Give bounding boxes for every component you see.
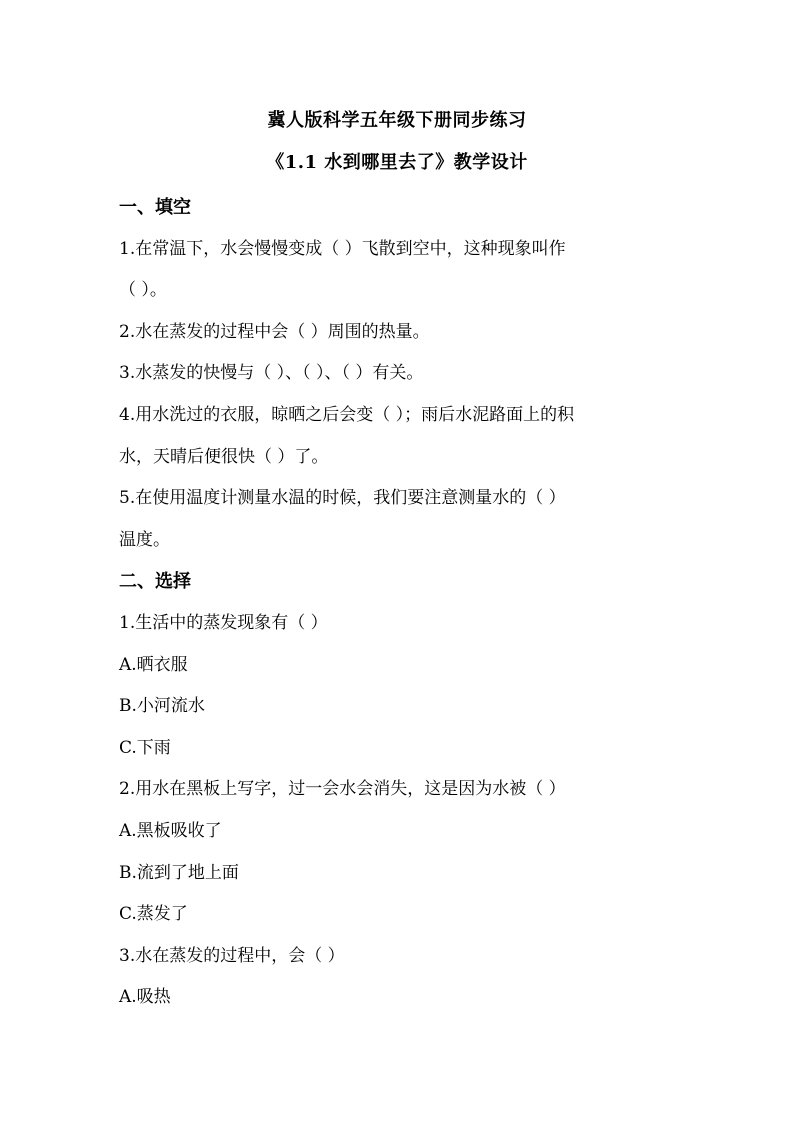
question-line: 1.生活中的蒸发现象有（ ） xyxy=(119,612,328,633)
question-line: 3.水蒸发的快慢与（ ）、（ ）、（ ）有关。 xyxy=(119,363,424,384)
question-line: 2.用水在黑板上写字，过一会水会消失，这是因为水被（ ） xyxy=(119,779,566,800)
document-title: 冀人版科学五年级下册同步练习 xyxy=(267,110,527,131)
option-line: A.黑板吸收了 xyxy=(119,820,222,841)
question-line: 3.水在蒸发的过程中，会（ ） xyxy=(119,945,345,966)
question-line: 4.用水洗过的衣服，晾晒之后会变（ ）；雨后水泥路面上的积 xyxy=(119,404,575,425)
question-line: 2.水在蒸发的过程中会（ ）周围的热量。 xyxy=(119,321,430,342)
question-line: 水，天晴后便很快（ ）了。 xyxy=(119,446,329,467)
option-line: C.下雨 xyxy=(119,737,171,758)
question-line: 温度。 xyxy=(119,529,170,550)
section-heading-fill-in: 一、填空 xyxy=(119,197,191,218)
option-line: C.蒸发了 xyxy=(119,904,188,925)
question-line: 1.在常温下，水会慢慢变成（ ）飞散到空中，这种现象叫作 xyxy=(119,238,566,259)
document-body xyxy=(119,187,679,1019)
option-line: A.吸热 xyxy=(119,987,171,1008)
option-line: B.小河流水 xyxy=(119,696,205,717)
option-line: A.晒衣服 xyxy=(119,654,188,675)
document-subtitle: 《1.1 水到哪里去了》教学设计 xyxy=(266,152,528,173)
option-line: B.流到了地上面 xyxy=(119,862,239,883)
question-line: 5.在使用温度计测量水温的时候，我们要注意测量水的（ ） xyxy=(119,488,566,509)
section-heading-choice: 二、选择 xyxy=(119,571,191,593)
question-line: （ ）。 xyxy=(119,280,167,301)
